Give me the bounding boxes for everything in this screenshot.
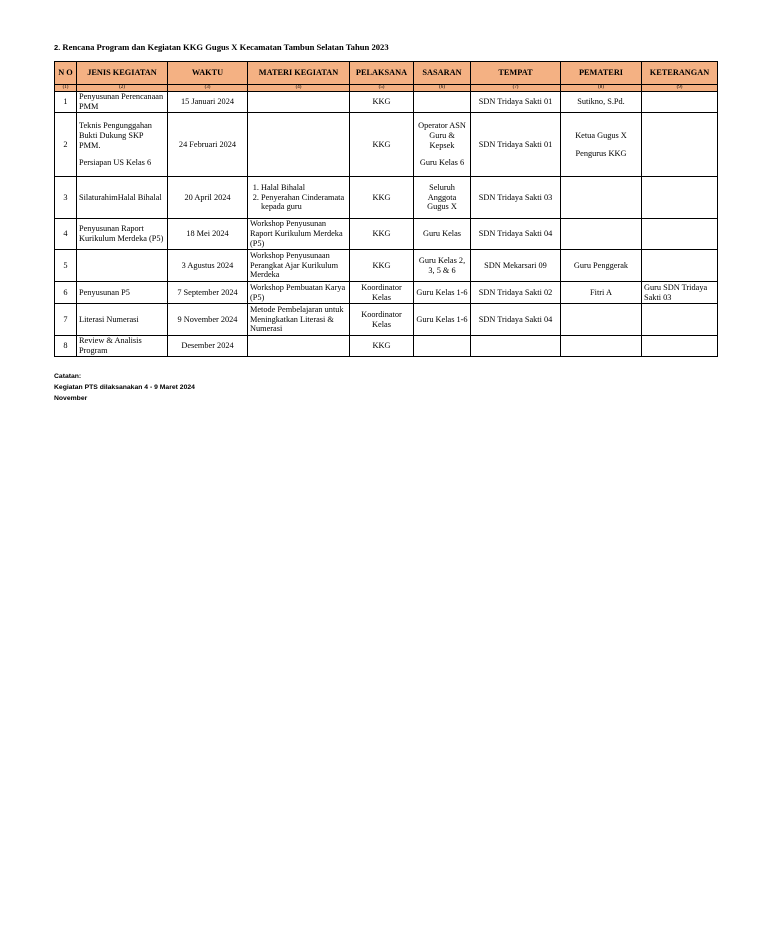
- header-tempat: TEMPAT: [471, 62, 561, 85]
- cell-sasaran: [414, 92, 471, 113]
- cell-no: 5: [55, 250, 77, 282]
- notes-line: Kegiatan PTS dilaksanakan 4 - 9 Maret 2024: [54, 384, 195, 391]
- cell-waktu: Desember 2024: [168, 336, 248, 357]
- cell-no: 4: [55, 219, 77, 250]
- cell-keterangan: [642, 92, 718, 113]
- column-number: (6): [414, 85, 471, 92]
- program-table: [54, 61, 718, 357]
- cell-text: Pengurus KKG: [575, 148, 627, 158]
- cell-keterangan: [642, 219, 718, 250]
- cell-waktu: 3 Agustus 2024: [168, 250, 248, 282]
- cell-sasaran: [414, 336, 471, 357]
- notes-line: November: [54, 395, 88, 402]
- cell-text: Metode Pembelajaran untuk Meningkatkan Literasi & Numerasi: [250, 304, 344, 334]
- document-title: [54, 42, 389, 52]
- notes-section: [54, 371, 195, 404]
- cell-no: 2: [55, 113, 77, 177]
- header-keterangan: KETERANGAN: [642, 62, 718, 85]
- cell-materi-kegiatan: [248, 250, 350, 282]
- cell-text: Operator ASN Guru & Kepsek: [418, 120, 466, 150]
- cell-text: Penyusunan Raport Kurikulum Merdeka (P5): [79, 224, 164, 243]
- header-jenis-kegiatan: JENIS KEGIATAN: [77, 62, 168, 85]
- cell-pelaksana: KKG: [350, 250, 414, 282]
- cell-keterangan: [642, 177, 718, 219]
- cell-pelaksana: KKG: [350, 92, 414, 113]
- cell-no: 6: [55, 282, 77, 304]
- cell-pemateri: [561, 113, 642, 177]
- cell-materi-kegiatan: [248, 304, 350, 336]
- table-row: [55, 113, 718, 177]
- cell-pemateri: [561, 250, 642, 282]
- cell-no: 8: [55, 336, 77, 357]
- cell-keterangan: Guru SDN Tridaya Sakti 03: [642, 282, 718, 304]
- column-number: (3): [168, 85, 248, 92]
- cell-materi-kegiatan: [248, 177, 350, 219]
- cell-materi-kegiatan: [248, 282, 350, 304]
- cell-waktu: 15 Januari 2024: [168, 92, 248, 113]
- list-item: 1. Halal Bihalal: [261, 183, 347, 193]
- header-pemateri: PEMATERI: [561, 62, 642, 85]
- cell-no: 3: [55, 177, 77, 219]
- cell-pemateri: [561, 282, 642, 304]
- cell-jenis-kegiatan: [77, 92, 168, 113]
- cell-materi-kegiatan: [248, 113, 350, 177]
- cell-tempat: SDN Tridaya Sakti 01: [471, 92, 561, 113]
- cell-jenis-kegiatan: [77, 250, 168, 282]
- cell-pemateri: [561, 177, 642, 219]
- materi-list: [250, 183, 347, 212]
- table-row: [55, 282, 718, 304]
- cell-text: Persiapan US Kelas 6: [79, 158, 152, 168]
- cell-jenis-kegiatan: [77, 177, 168, 219]
- header-no: N O: [55, 62, 77, 85]
- column-number: (7): [471, 85, 561, 92]
- list-item: 2. Penyerahan Cinderamata kepada guru: [261, 193, 347, 213]
- cell-text: Workshop Penyusunan Raport Kurikulum Merdeka (P5): [250, 219, 343, 248]
- cell-tempat: SDN Tridaya Sakti 03: [471, 177, 561, 219]
- cell-pelaksana: KKG: [350, 177, 414, 219]
- cell-text: Literasi Numerasi: [79, 314, 139, 324]
- cell-waktu: 9 November 2024: [168, 304, 248, 336]
- cell-text: Penyusunan Perencanaan PMM: [79, 92, 164, 111]
- cell-materi-kegiatan: [248, 219, 350, 250]
- cell-waktu: 24 Februari 2024: [168, 113, 248, 177]
- cell-sasaran: [414, 219, 471, 250]
- cell-no: 1: [55, 92, 77, 113]
- cell-tempat: [471, 336, 561, 357]
- cell-sasaran: [414, 304, 471, 336]
- cell-tempat: SDN Tridaya Sakti 02: [471, 282, 561, 304]
- cell-tempat: SDN Tridaya Sakti 01: [471, 113, 561, 177]
- cell-sasaran: [414, 113, 471, 177]
- column-number: (1): [55, 85, 77, 92]
- title-number: 2.: [54, 43, 61, 52]
- cell-pelaksana: KKG: [350, 113, 414, 177]
- cell-waktu: 7 September 2024: [168, 282, 248, 304]
- cell-pelaksana: Koordinator Kelas: [350, 304, 414, 336]
- cell-text: Seluruh Anggota Gugus X: [427, 182, 457, 212]
- table-row: [55, 336, 718, 357]
- cell-text: Guru Penggerak: [573, 260, 629, 270]
- cell-sasaran: [414, 177, 471, 219]
- title-text: Rencana Program dan Kegiatan KKG Gugus X Kecamatan Tambun Selatan Tahun 2023: [62, 42, 389, 52]
- cell-text: Sutikno, S.Pd.: [577, 97, 625, 107]
- cell-text: Guru Kelas 1-6: [416, 287, 468, 297]
- cell-text: Workshop Penyusunaan Perangkat Ajar Kurikulum Merdeka: [250, 250, 339, 280]
- cell-tempat: SDN Tridaya Sakti 04: [471, 304, 561, 336]
- column-number: (4): [248, 85, 350, 92]
- cell-text: Teknis Pengunggahan Bukti Dukung SKP PMM.: [79, 120, 152, 150]
- cell-text: Guru Kelas 1-6: [416, 314, 468, 324]
- column-number-row: [55, 85, 718, 92]
- cell-pemateri: [561, 336, 642, 357]
- cell-text: Ketua Gugus X: [575, 130, 627, 140]
- header-pelaksana: PELAKSANA: [350, 62, 414, 85]
- cell-text: Penyusunan P5: [79, 287, 130, 297]
- cell-waktu: 20 April 2024: [168, 177, 248, 219]
- table-row: [55, 219, 718, 250]
- cell-sasaran: [414, 250, 471, 282]
- cell-pelaksana: KKG: [350, 219, 414, 250]
- cell-tempat: SDN Mekarsari 09: [471, 250, 561, 282]
- cell-text: Guru Kelas 6: [419, 158, 465, 168]
- cell-sasaran: [414, 282, 471, 304]
- table-row: [55, 92, 718, 113]
- cell-materi-kegiatan: [248, 92, 350, 113]
- cell-jenis-kegiatan: [77, 336, 168, 357]
- column-number: (9): [642, 85, 718, 92]
- cell-keterangan: [642, 336, 718, 357]
- cell-text: SilaturahimHalal Bihalal: [79, 192, 162, 202]
- header-waktu: WAKTU: [168, 62, 248, 85]
- header-row: [55, 62, 718, 85]
- table-row: [55, 304, 718, 336]
- cell-tempat: SDN Tridaya Sakti 04: [471, 219, 561, 250]
- cell-jenis-kegiatan: [77, 304, 168, 336]
- table-row: [55, 177, 718, 219]
- cell-pelaksana: Koordinator Kelas: [350, 282, 414, 304]
- cell-jenis-kegiatan: [77, 282, 168, 304]
- cell-text: Fitri A: [590, 287, 612, 297]
- notes-label: Catatan:: [54, 373, 82, 380]
- cell-text: Guru Kelas: [422, 229, 462, 239]
- cell-no: 7: [55, 304, 77, 336]
- cell-keterangan: [642, 250, 718, 282]
- cell-materi-kegiatan: [248, 336, 350, 357]
- cell-waktu: 18 Mei 2024: [168, 219, 248, 250]
- cell-text: Review & Analisis Program: [79, 336, 142, 355]
- table-row: [55, 250, 718, 282]
- column-number: (8): [561, 85, 642, 92]
- header-materi-kegiatan: MATERI KEGIATAN: [248, 62, 350, 85]
- cell-keterangan: [642, 304, 718, 336]
- column-number: (2): [77, 85, 168, 92]
- cell-text: Guru Kelas 2, 3, 5 & 6: [418, 255, 466, 275]
- cell-pemateri: [561, 92, 642, 113]
- cell-jenis-kegiatan: [77, 219, 168, 250]
- cell-pemateri: [561, 219, 642, 250]
- column-number: (5): [350, 85, 414, 92]
- cell-jenis-kegiatan: [77, 113, 168, 177]
- header-sasaran: SASARAN: [414, 62, 471, 85]
- cell-pemateri: [561, 304, 642, 336]
- cell-text: Workshop Pembuatan Karya (P5): [250, 282, 346, 302]
- cell-keterangan: [642, 113, 718, 177]
- cell-pelaksana: KKG: [350, 336, 414, 357]
